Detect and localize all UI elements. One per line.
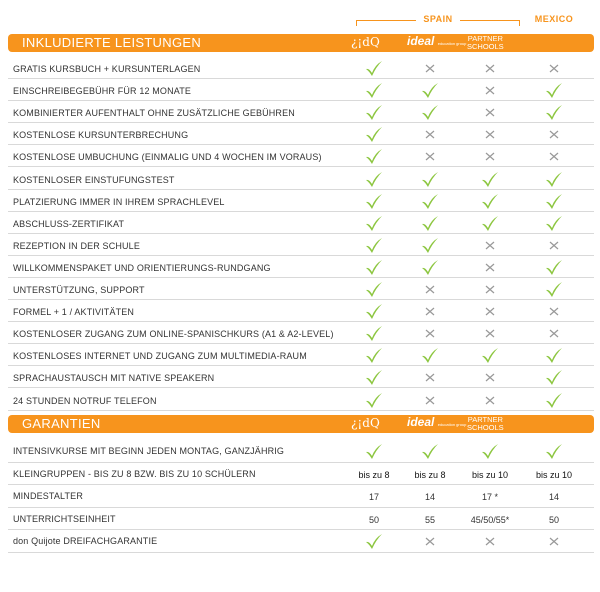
- row-label: UNTERSTÜTZUNG, SUPPORT: [13, 285, 145, 295]
- check-icon: [364, 81, 384, 99]
- partner-schools-line2: SCHOOLS: [467, 423, 504, 432]
- cell-donquijote: [351, 508, 397, 531]
- table-row: [8, 278, 594, 300]
- cell-mexico: [531, 190, 577, 212]
- cell-mexico: [531, 508, 577, 531]
- row-label: SPRACHAUSTAUSCH MIT NATIVE SPEAKERN: [13, 373, 215, 384]
- cell-donquijote: [351, 344, 397, 366]
- cell-mexico: [531, 300, 577, 322]
- cell-ideal: [407, 57, 453, 79]
- partner-schools-line1: PARTNER: [467, 34, 503, 43]
- cell-mexico: [531, 256, 577, 278]
- check-icon: [420, 103, 440, 121]
- table-row: [8, 322, 594, 344]
- region-mexico-label: MEXICO: [534, 14, 574, 24]
- cross-icon: [420, 391, 440, 409]
- check-icon: [544, 214, 564, 232]
- cell-ideal: [407, 101, 453, 123]
- ideal-logo-text: ideal: [407, 34, 435, 48]
- cell-partner-schools: [467, 145, 513, 167]
- cell-ideal: [407, 508, 453, 531]
- check-icon: [480, 192, 500, 210]
- row-label: UNTERRICHTSEINHEIT: [13, 513, 116, 524]
- donquijote-logo: ¿¡dQ: [351, 35, 380, 49]
- cell-mexico: [531, 145, 577, 167]
- check-icon: [364, 346, 384, 364]
- cell-value: 14: [424, 492, 435, 502]
- partner-schools-label: [467, 35, 504, 53]
- ideal-logo-subtitle: education group: [437, 422, 467, 427]
- cell-ideal: [407, 278, 453, 300]
- cell-donquijote: [351, 256, 397, 278]
- cell-partner-schools: [467, 256, 513, 278]
- check-icon: [364, 214, 384, 232]
- row-label: INTENSIVKURSE MIT BEGINN JEDEN MONTAG, GANZJÄHRIG: [13, 446, 285, 456]
- row-label: MINDESTALTER: [13, 491, 83, 501]
- row-label: KOMBINIERTER AUFENTHALT OHNE ZUSÄTZLICHE GEBÜHREN: [13, 108, 295, 119]
- cross-icon: [544, 532, 564, 550]
- check-icon: [364, 280, 384, 298]
- cell-mexico: [531, 322, 577, 344]
- cross-icon: [544, 236, 564, 254]
- cross-icon: [480, 302, 500, 320]
- cell-ideal: [407, 256, 453, 278]
- cell-mexico: [531, 530, 577, 553]
- table-row: [8, 145, 594, 167]
- cell-ideal: [407, 190, 453, 212]
- check-icon: [364, 391, 384, 409]
- check-icon: [420, 346, 440, 364]
- cell-ideal: [407, 212, 453, 234]
- check-icon: [480, 170, 500, 188]
- ideal-logo: [407, 415, 466, 433]
- check-icon: [364, 125, 384, 143]
- row-label: WILLKOMMENSPAKET UND ORIENTIERUNGS-RUNDGANG: [13, 262, 271, 273]
- check-icon: [420, 192, 440, 210]
- partner-schools-line1: PARTNER: [467, 415, 503, 424]
- check-icon: [364, 324, 384, 342]
- cell-ideal: [407, 485, 453, 508]
- check-icon: [544, 192, 564, 210]
- table-row: [8, 101, 594, 123]
- cell-mexico: [531, 485, 577, 508]
- cell-partner-schools: [467, 508, 513, 531]
- cell-value: bis zu 8: [414, 469, 446, 480]
- cell-donquijote: [351, 234, 397, 256]
- cell-partner-schools: [467, 463, 513, 486]
- ideal-logo: [407, 34, 466, 52]
- cross-icon: [420, 59, 440, 77]
- check-icon: [480, 346, 500, 364]
- cell-mexico: [531, 101, 577, 123]
- check-icon: [364, 236, 384, 254]
- check-icon: [544, 368, 564, 386]
- cell-ideal: [407, 344, 453, 366]
- cell-ideal: [407, 389, 453, 411]
- check-icon: [544, 346, 564, 364]
- check-icon: [544, 258, 564, 276]
- cross-icon: [420, 368, 440, 386]
- table-row: [8, 389, 594, 411]
- cell-donquijote: [351, 190, 397, 212]
- row-label: KOSTENLOSER ZUGANG ZUM ONLINE-SPANISCHKURS (A1 & A2-LEVEL): [13, 329, 334, 340]
- cell-value: 55: [424, 514, 435, 525]
- cell-donquijote: [351, 212, 397, 234]
- cell-partner-schools: [467, 212, 513, 234]
- cross-icon: [420, 147, 440, 165]
- cell-mexico: [531, 463, 577, 486]
- row-label: EINSCHREIBEGEBÜHR FÜR 12 MONATE: [13, 86, 192, 97]
- table-row: [8, 508, 594, 531]
- cell-partner-schools: [467, 530, 513, 553]
- table-row: [8, 256, 594, 278]
- cell-value: 14: [548, 492, 559, 502]
- row-label: don Quijote DREIFACHGARANTIE: [13, 536, 158, 546]
- section-included-services-header: [8, 34, 594, 52]
- region-mexico-header: [524, 14, 584, 32]
- table-row: [8, 123, 594, 145]
- check-icon: [364, 302, 384, 320]
- cross-icon: [480, 59, 500, 77]
- cell-value: 50: [368, 514, 379, 525]
- section-guarantees-title: GARANTIEN: [22, 416, 101, 431]
- cross-icon: [480, 368, 500, 386]
- row-label: PLATZIERUNG IMMER IN IHREM SPRACHLEVEL: [13, 196, 225, 207]
- cross-icon: [480, 258, 500, 276]
- table-row: [8, 79, 594, 101]
- cell-donquijote: [351, 463, 397, 486]
- section-included-services-title: INKLUDIERTE LEISTUNGEN: [22, 35, 202, 50]
- cell-ideal: [407, 530, 453, 553]
- check-icon: [364, 258, 384, 276]
- cell-partner-schools: [467, 123, 513, 145]
- cross-icon: [480, 532, 500, 550]
- cell-mexico: [531, 123, 577, 145]
- check-icon: [420, 442, 440, 460]
- cell-mexico: [531, 278, 577, 300]
- check-icon: [420, 170, 440, 188]
- check-icon: [364, 170, 384, 188]
- row-label: FORMEL + 1 / AKTIVITÄTEN: [13, 307, 135, 318]
- cell-value: bis zu 10: [471, 469, 509, 480]
- cell-mexico: [531, 212, 577, 234]
- table-row: [8, 168, 594, 190]
- cross-icon: [480, 125, 500, 143]
- cell-donquijote: [351, 79, 397, 101]
- cell-donquijote: [351, 485, 397, 508]
- cell-value: 17 *: [481, 492, 498, 502]
- cross-icon: [544, 147, 564, 165]
- cell-value: 50: [548, 514, 559, 525]
- check-icon: [480, 442, 500, 460]
- row-label: ABSCHLUSS-ZERTIFIKAT: [13, 218, 125, 229]
- cell-value: 17: [368, 492, 379, 502]
- cell-donquijote: [351, 440, 397, 463]
- cell-partner-schools: [467, 168, 513, 190]
- cell-donquijote: [351, 389, 397, 411]
- cell-value: bis zu 8: [358, 469, 390, 480]
- cell-partner-schools: [467, 366, 513, 388]
- cross-icon: [544, 59, 564, 77]
- row-label: KOSTENLOSES INTERNET UND ZUGANG ZUM MULTIMEDIA-RAUM: [13, 351, 307, 362]
- region-spain-label: SPAIN: [423, 14, 453, 24]
- region-spain-tick-right: [519, 20, 520, 26]
- ideal-logo-text: ideal: [407, 415, 435, 429]
- cell-ideal: [407, 168, 453, 190]
- region-spain-line-right: [460, 20, 520, 21]
- cell-donquijote: [351, 322, 397, 344]
- cross-icon: [480, 236, 500, 254]
- check-icon: [364, 442, 384, 460]
- cell-donquijote: [351, 366, 397, 388]
- cell-partner-schools: [467, 190, 513, 212]
- cell-mexico: [531, 234, 577, 256]
- check-icon: [364, 532, 384, 550]
- row-label: KOSTENLOSER EINSTUFUNGSTEST: [13, 174, 175, 185]
- table-row: [8, 190, 594, 212]
- table-row: [8, 212, 594, 234]
- row-label: 24 STUNDEN NOTRUF TELEFON: [13, 395, 157, 406]
- cell-donquijote: [351, 530, 397, 553]
- row-label: REZEPTION IN DER SCHULE: [13, 240, 140, 251]
- table-row: [8, 300, 594, 322]
- check-icon: [364, 59, 384, 77]
- cross-icon: [420, 532, 440, 550]
- cell-donquijote: [351, 168, 397, 190]
- cell-donquijote: [351, 123, 397, 145]
- cross-icon: [480, 103, 500, 121]
- table-row: [8, 463, 594, 486]
- cell-partner-schools: [467, 278, 513, 300]
- cell-ideal: [407, 123, 453, 145]
- cross-icon: [544, 302, 564, 320]
- partner-schools-label: [467, 416, 504, 434]
- cell-partner-schools: [467, 389, 513, 411]
- cross-icon: [420, 302, 440, 320]
- cell-value: bis zu 10: [535, 469, 573, 480]
- cell-partner-schools: [467, 344, 513, 366]
- cell-ideal: [407, 79, 453, 101]
- check-icon: [544, 170, 564, 188]
- table-row: [8, 530, 594, 553]
- cell-ideal: [407, 145, 453, 167]
- check-icon: [544, 391, 564, 409]
- cell-ideal: [407, 440, 453, 463]
- cell-partner-schools: [467, 440, 513, 463]
- check-icon: [544, 103, 564, 121]
- check-icon: [364, 147, 384, 165]
- cell-donquijote: [351, 57, 397, 79]
- cell-donquijote: [351, 101, 397, 123]
- cell-ideal: [407, 463, 453, 486]
- cross-icon: [480, 81, 500, 99]
- cross-icon: [480, 280, 500, 298]
- ideal-logo-subtitle: education group: [437, 41, 467, 46]
- cross-icon: [420, 125, 440, 143]
- table-row: [8, 57, 594, 79]
- table-row: [8, 234, 594, 256]
- cell-partner-schools: [467, 79, 513, 101]
- check-icon: [544, 81, 564, 99]
- cell-partner-schools: [467, 234, 513, 256]
- cross-icon: [544, 125, 564, 143]
- cell-partner-schools: [467, 485, 513, 508]
- table-row: [8, 440, 594, 463]
- cell-mexico: [531, 79, 577, 101]
- cell-ideal: [407, 300, 453, 322]
- table-row: [8, 485, 594, 508]
- table-row: [8, 344, 594, 366]
- table-row: [8, 366, 594, 388]
- cross-icon: [544, 324, 564, 342]
- cell-partner-schools: [467, 300, 513, 322]
- cell-ideal: [407, 322, 453, 344]
- check-icon: [420, 214, 440, 232]
- donquijote-logo: ¿¡dQ: [351, 416, 380, 430]
- check-icon: [364, 192, 384, 210]
- check-icon: [420, 258, 440, 276]
- row-label: KOSTENLOSE UMBUCHUNG (EINMALIG UND 4 WOCHEN IM VORAUS): [13, 152, 322, 163]
- cell-ideal: [407, 234, 453, 256]
- cell-mexico: [531, 344, 577, 366]
- cell-partner-schools: [467, 101, 513, 123]
- cell-donquijote: [351, 278, 397, 300]
- check-icon: [480, 214, 500, 232]
- cell-donquijote: [351, 145, 397, 167]
- cross-icon: [480, 147, 500, 165]
- cell-mexico: [531, 168, 577, 190]
- cell-value: 45/50/55*: [470, 514, 510, 525]
- section-guarantees-header: [8, 415, 594, 433]
- cell-mexico: [531, 389, 577, 411]
- row-label: GRATIS KURSBUCH + KURSUNTERLAGEN: [13, 64, 201, 74]
- cell-mexico: [531, 57, 577, 79]
- row-label: KLEINGRUPPEN - BIS ZU 8 BZW. BIS ZU 10 SCHÜLERN: [13, 468, 256, 479]
- cell-mexico: [531, 440, 577, 463]
- cell-ideal: [407, 366, 453, 388]
- cross-icon: [480, 324, 500, 342]
- row-label: KOSTENLOSE KURSUNTERBRECHUNG: [13, 130, 189, 141]
- cell-partner-schools: [467, 322, 513, 344]
- region-spain-header: [356, 14, 520, 32]
- cross-icon: [420, 324, 440, 342]
- check-icon: [364, 368, 384, 386]
- partner-schools-line2: SCHOOLS: [467, 42, 504, 51]
- check-icon: [364, 103, 384, 121]
- cross-icon: [420, 280, 440, 298]
- cell-partner-schools: [467, 57, 513, 79]
- cross-icon: [480, 391, 500, 409]
- check-icon: [420, 81, 440, 99]
- cell-mexico: [531, 366, 577, 388]
- cell-donquijote: [351, 300, 397, 322]
- check-icon: [420, 236, 440, 254]
- check-icon: [544, 442, 564, 460]
- check-icon: [544, 280, 564, 298]
